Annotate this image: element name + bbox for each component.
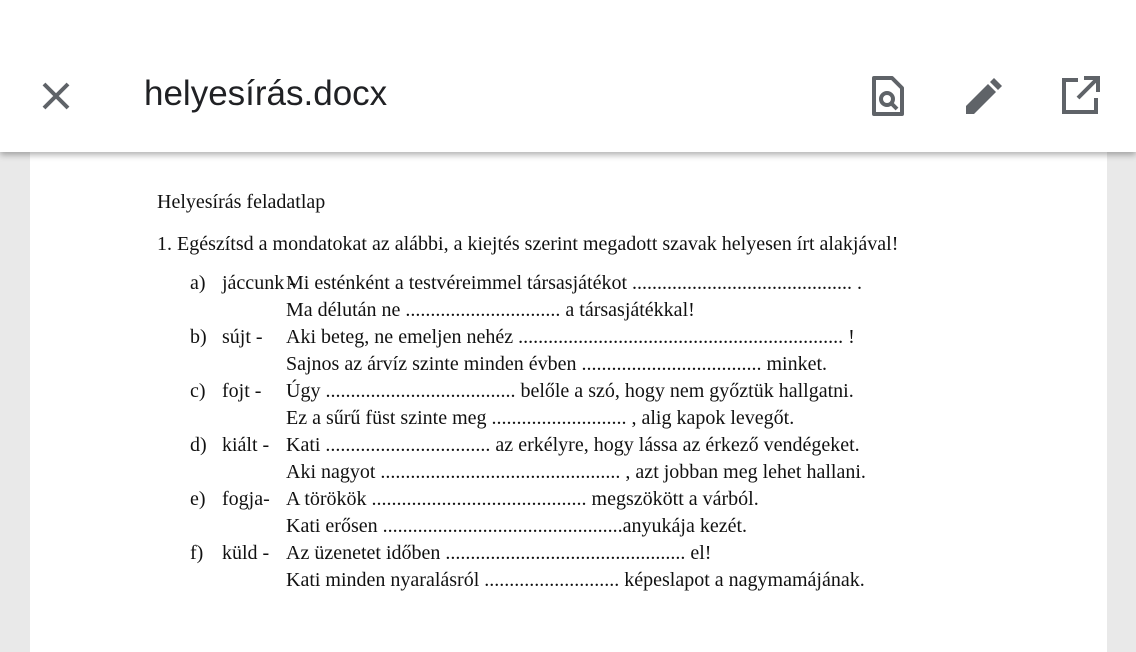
app-bar: [0, 0, 1136, 152]
item-label: c): [190, 380, 206, 402]
sentence-1: A törökök ........................................... megszökött a várból.: [286, 488, 759, 510]
sentence-2: Kati erősen ................................................anyukája kezét.: [286, 515, 748, 537]
open-external-icon[interactable]: [1056, 72, 1104, 120]
close-icon[interactable]: [32, 72, 80, 120]
item-word: kiált -: [222, 434, 270, 456]
item-word: küld -: [222, 542, 270, 564]
item-word: fogja-: [222, 488, 270, 510]
document-title: Helyesírás feladatlap: [157, 191, 326, 213]
sentence-1: Úgy ...................................... belőle a szó, hogy nem győztük hallgatni.: [286, 380, 854, 402]
item-label: b): [190, 326, 207, 348]
sentence-2: Ez a sűrű füst szinte meg ........................... , alig kapok levegőt.: [286, 407, 795, 429]
sentence-1: Kati ................................. az erkélyre, hogy lássa az érkező vendégeket.: [286, 434, 860, 456]
task-instruction: 1. Egészítsd a mondatokat az alábbi, a kiejtés szerint megadott szavak helyesen írt alakjával!: [157, 233, 899, 255]
sentence-2: Kati minden nyaralásról ........................... képeslapot a nagymamájának.: [286, 569, 865, 591]
item-label: d): [190, 434, 207, 456]
file-title: helyesírás.docx: [144, 74, 388, 113]
edit-pencil-icon[interactable]: [960, 72, 1008, 120]
item-word: jáccunk -: [222, 272, 296, 294]
sentence-1: Aki beteg, ne emeljen nehéz ................................................................. !: [286, 326, 855, 348]
sentence-2: Aki nagyot ................................................ , azt jobban meg lehet hallani.: [286, 461, 866, 483]
sentence-1: Mi esténként a testvéreimmel társasjátékot ............................................ .: [286, 272, 862, 294]
find-in-page-icon[interactable]: [864, 72, 912, 120]
item-label: a): [190, 272, 206, 294]
item-label: f): [190, 542, 204, 564]
sentence-2: Ma délután ne ............................... a társasjátékkal!: [286, 299, 695, 321]
sentence-1: Az üzenetet időben ................................................ el!: [286, 542, 712, 564]
item-word: sújt -: [222, 326, 263, 348]
item-label: e): [190, 488, 206, 510]
item-word: fojt -: [222, 380, 262, 402]
sentence-2: Sajnos az árvíz szinte minden évben .................................... minket.: [286, 353, 828, 375]
document-page: [30, 152, 1107, 652]
